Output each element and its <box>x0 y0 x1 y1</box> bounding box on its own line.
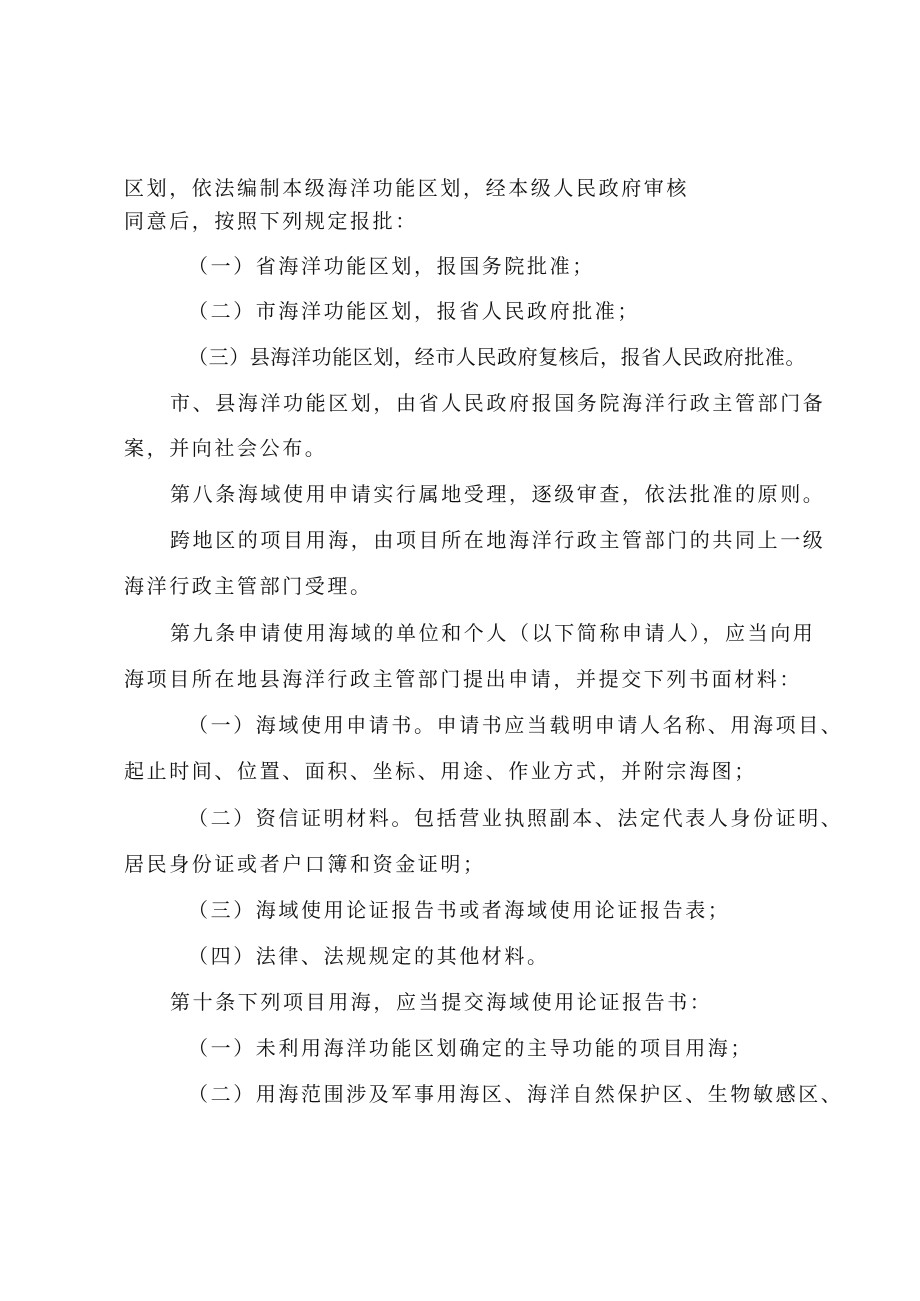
text-line-8: 第八条海域使用申请实行属地受理，逐级审查，依法批准的原则。 <box>170 482 826 506</box>
text-line-13: （一）海域使用申请书。申请书应当载明申请人名称、用海项目、 <box>188 713 844 737</box>
text-line-2: 同意后，按照下列规定报批： <box>124 209 418 233</box>
text-line-10: 海洋行政主管部门受理。 <box>124 574 373 598</box>
text-line-7: 案，并向社会公布。 <box>124 436 328 460</box>
text-line-16: 居民身份证或者户口簿和资金证明； <box>124 852 486 876</box>
text-line-1: 区划，依法编制本级海洋功能区划，经本级人民政府审核 <box>124 176 689 200</box>
text-line-9: 跨地区的项目用海，由项目所在地海洋行政主管部门的共同上一级 <box>170 528 826 552</box>
text-line-20: （一）未利用海洋功能区划确定的主导功能的项目用海； <box>188 1036 753 1060</box>
text-line-19: 第十条下列项目用海，应当提交海域使用论证报告书： <box>170 990 713 1014</box>
text-line-6: 市、县海洋功能区划，由省人民政府报国务院海洋行政主管部门备 <box>170 391 826 415</box>
text-line-21: （二）用海范围涉及军事用海区、海洋自然保护区、生物敏感区、 <box>188 1082 844 1106</box>
text-line-14: 起止时间、位置、面积、坐标、用途、作业方式，并附宗海图； <box>124 759 757 783</box>
text-line-5: （三）县海洋功能区划，经市人民政府复核后，报省人民政府批准。 <box>188 345 806 369</box>
text-line-15: （二）资信证明材料。包括营业执照副本、法定代表人身份证明、 <box>188 806 844 830</box>
text-line-4: （二）市海洋功能区划，报省人民政府批准； <box>188 299 640 323</box>
text-line-18: （四）法律、法规规定的其他材料。 <box>188 944 550 968</box>
text-line-3: （一）省海洋功能区划，报国务院批准； <box>188 254 595 278</box>
text-line-17: （三）海域使用论证报告书或者海域使用论证报告表； <box>188 898 731 922</box>
text-line-12: 海项目所在地县海洋行政主管部门提出申请，并提交下列书面材料： <box>124 667 802 691</box>
text-line-11: 第九条申请使用海域的单位和个人（以下简称申请人），应当向用 <box>170 621 816 645</box>
